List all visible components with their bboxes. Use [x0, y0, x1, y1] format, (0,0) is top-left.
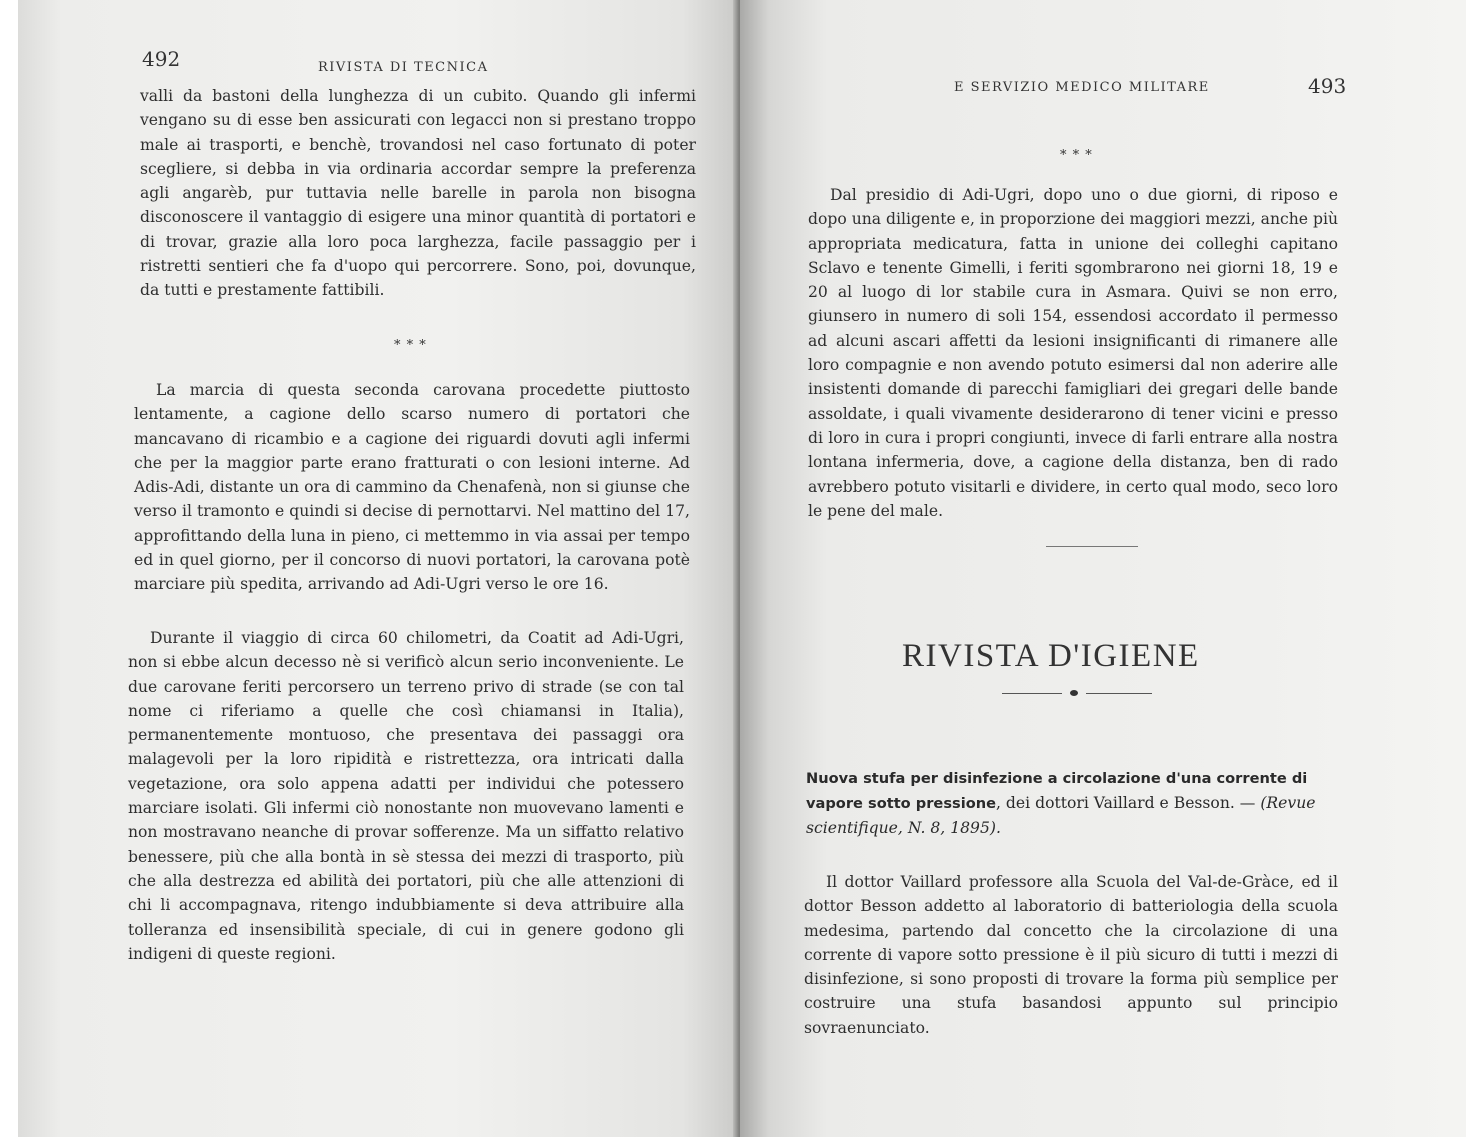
- left-running-head: RIVISTA DI TECNICA: [318, 60, 489, 75]
- right-paragraph-1-text: Dal presidio di Adi-Ugri, dopo uno o due giorni, di riposo e dopo una diligente e, in proporzione dei maggiori mezzi, anche più appropriata medicatura, fatta in unione dei colleghi capitano Sclavo e tenente Gimelli, i feriti sgombrarono nei giorni 18, 19 e 20 al luogo di lor stabile cura in Asmara. Quivi se non erro, giunsero in numero di soli 154, essendosi accordato il permesso ad alcuni ascari affetti da lesioni insignificanti di rimanere alle loro compagnie e non avendo potuto esimersi dal non aderire alle insistenti domande di parecchi famigliari dei gregari delle bande assoldate, i quali vivamente desiderarono di tener vicini e presso di loro in cura i propri congiunti, invece di farli entrare alla nostra lontana infermeria, dove, a cagione della distanza, ben di rado avrebbero potuto visitarli e dividere, in certo qual modo, seco loro le pene del male.: [808, 186, 1338, 520]
- left-paragraph-3: [128, 626, 684, 966]
- left-paragraph-3-text: Durante il viaggio di circa 60 chilometri, da Coatit ad Adi-Ugri, non si ebbe alcun decesso nè si verificò alcun serio inconveniente. Le due carovane feriti percorsero un terreno privo di strade (se con tal nome ci riferiamo a quelle che così chiamansi in Italia), permanentemente montuoso, che presentava dei passaggi ora malagevoli per la loro ripidità e ristrettezza, ora intricati dalla vegetazione, ora solo appena adatti per individui che potessero marciare isolati. Gli infermi ciò nonostante non muovevano lamenti e non mostravano neanche di provar sofferenze. Ma un siffatto relativo benessere, più che alla bontà in sè stessa dei mezzi di trasporto, più che alla destrezza ed abilità dei portatori, più che alle attenzioni di chi li accompagnava, ritengo indubbiamente si deva attribuire alla tolleranza ed insensibilità speciale, di cui in genere godono gli indigeni di queste regioni.: [128, 629, 684, 963]
- section-divider-rule: [1046, 546, 1138, 547]
- left-paragraph-2-text: La marcia di questa seconda carovana procedette piuttosto lentamente, a cagione dello scarso numero di portatori che mancavano di ricambio e a cagione dei riguardi dovuti agli infermi che per la maggior parte erano fratturati o con lesioni interne. Ad Adis-Adi, distante un ora di cammino da Chenafenà, non si giunse che verso il tramonto e quindi si decise di pernottarvi. Nel mattino del 17, approfittando della luna in pieno, ci mettemmo in via assai per tempo ed in quel giorno, per il concorso di nuovi portatori, la carovana potè marciare più spedita, arrivando ad Adi-Ugri verso le ore 16.: [134, 381, 690, 594]
- left-paragraph-1: [140, 84, 696, 303]
- title-ornament: [1002, 689, 1152, 699]
- right-paragraph-2-text: Il dottor Vaillard professore alla Scuola del Val-de-Gràce, ed il dottor Besson addetto al laboratorio di batteriologia della scuola medesima, partendo dal concetto che la circolazione di una corrente di vapore sotto pressione è il più sicuro di tutti i mezzi di disinfezione, si sono proposti di trovare la forma più semplice per costruire una stufa basandosi appunto sul principio sovraenunciato.: [804, 873, 1338, 1037]
- right-page-number: 493: [1308, 74, 1347, 98]
- right-paragraph-1: [808, 183, 1338, 523]
- right-running-head: E SERVIZIO MEDICO MILITARE: [954, 80, 1210, 95]
- right-paragraph-2: [804, 870, 1338, 1040]
- right-page: [740, 0, 1466, 1137]
- article-source: (Revue scientifique, N. 8, 1895).: [806, 794, 1316, 837]
- left-paragraph-2: [134, 378, 690, 597]
- left-page-number: 492: [142, 47, 181, 71]
- article-authors: , dei dottori Vaillard e Besson. —: [996, 794, 1261, 812]
- article-title: [806, 766, 1338, 841]
- left-page: [18, 0, 740, 1137]
- right-separator-stars: * * *: [1060, 148, 1093, 163]
- article-title-bold: Nuova stufa per disinfezione a circolazione d'una corrente di vapore sotto pressione: [806, 770, 1308, 812]
- section-title: RIVISTA D'IGIENE: [902, 638, 1200, 674]
- left-separator-stars: * * *: [394, 338, 427, 353]
- left-paragraph-1-text: valli da bastoni della lunghezza di un cubito. Quando gli infermi vengano su di esse ben assicurati con legacci non si prestano troppo male ai trasporti, e benchè, trovandosi nel caso fortunato di poter scegliere, si debba in via ordinaria accordar sempre la preferenza agli angarèb, pur tuttavia nelle barelle in parola non bisogna disconoscere il vantaggio di esigere una minor quantità di portatori e di trovar, grazie alla loro poca larghezza, facile passaggio per i ristretti sentieri che fa d'uopo qui percorrere. Sono, poi, dovunque, da tutti e prestamente fattibili.: [140, 87, 696, 300]
